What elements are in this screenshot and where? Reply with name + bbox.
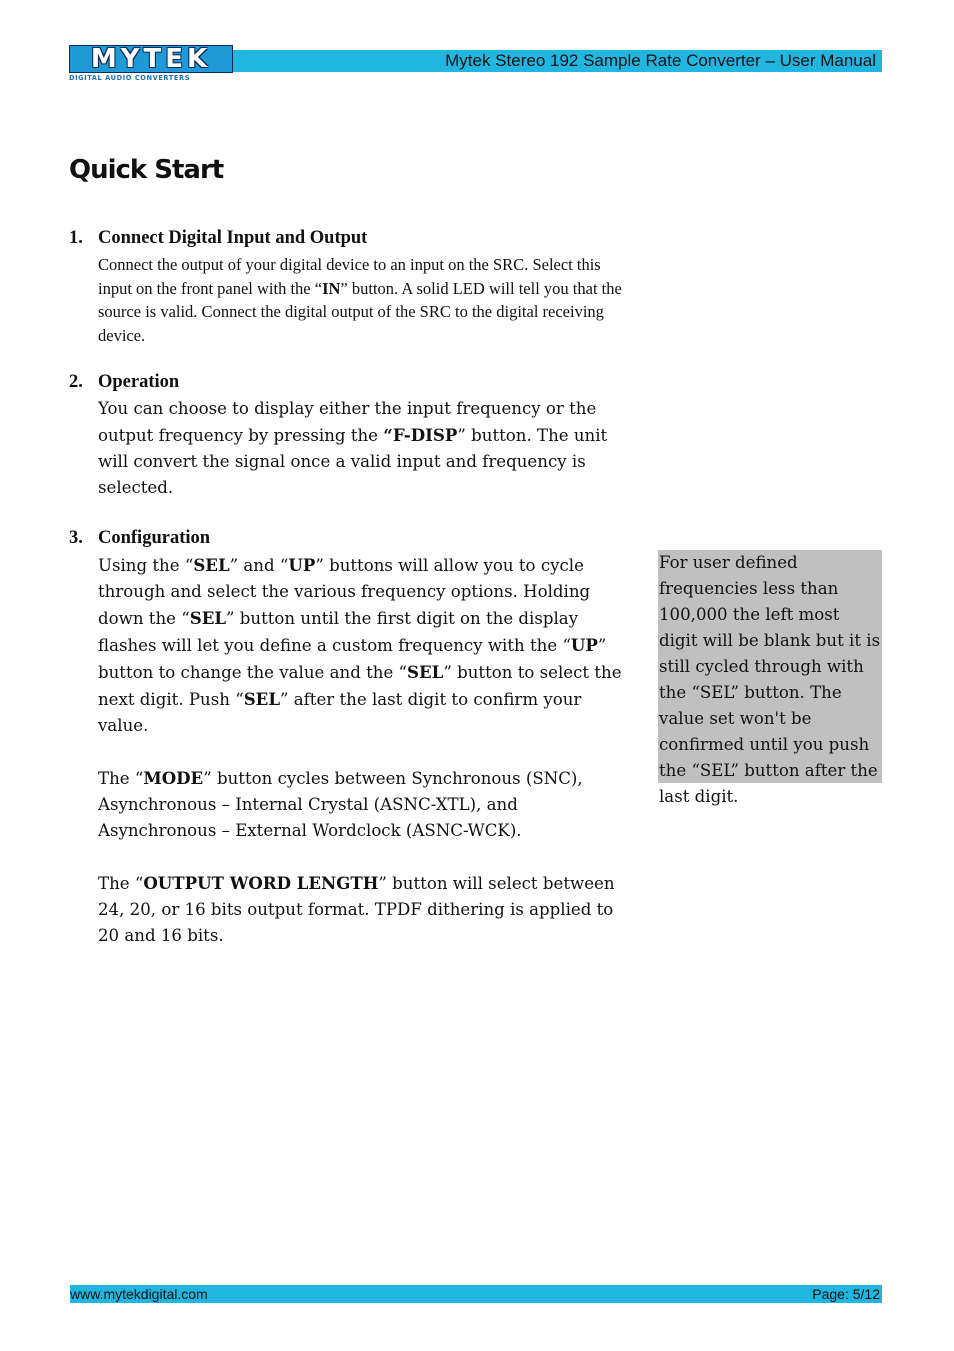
logo-subtitle: DIGITAL AUDIO CONVERTERS	[69, 74, 191, 82]
paragraph-sel-up: Using the “SEL” and “UP” buttons will allow you to cycle through and select the various frequency options. Holding down the “SEL” button until the first digit on the display flashes will let you define a custom frequency with the “UP” button to change the value and the “SEL” button to select the next digit. Push “SEL” after the last digit to confirm your value.	[98, 555, 622, 735]
section-number: 3.	[69, 528, 83, 548]
section-body	[98, 552, 629, 949]
page-title: Quick Start	[69, 155, 224, 185]
bold-term: IN	[322, 278, 341, 298]
footer-bar	[70, 1285, 882, 1303]
section-title: Operation	[98, 372, 180, 392]
paragraph-word-length: The “OUTPUT WORD LENGTH” button will select between 24, 20, or 16 bits output format. TPDF dithering is applied to 20 and 16 bits.	[98, 873, 615, 945]
bold-term: UP	[570, 635, 598, 655]
document-title: Mytek Stereo 192 Sample Rate Converter – User Manual	[445, 51, 876, 70]
mytek-logo	[69, 45, 233, 83]
page-number: Page: 5/12	[812, 1286, 880, 1302]
section-body: You can choose to display either the input frequency or the output frequency by pressing the “F-DISP” button. The unit will convert the signal once a valid input and frequency is selected.	[98, 399, 608, 497]
footer-url: www.mytekdigital.com	[70, 1286, 208, 1302]
section-title: Connect Digital Input and Output	[98, 228, 368, 248]
section-number: 2.	[69, 372, 83, 392]
paragraph-mode: The “MODE” button cycles between Synchronous (SNC), Asynchronous – Internal Crystal (ASNC-XTL), and Asynchronous – External Wordclock (ASNC-WCK).	[98, 768, 583, 840]
bold-term: SEL	[243, 689, 281, 709]
section-heading	[69, 372, 629, 396]
section-title: Configuration	[98, 528, 211, 548]
bold-term: “F-DISP	[383, 425, 458, 445]
section-operation	[69, 372, 629, 501]
bold-term: UP	[288, 555, 316, 575]
logo-wordmark: MYTEK	[69, 45, 233, 73]
bold-term: SEL	[407, 662, 444, 682]
section-configuration	[69, 528, 629, 949]
side-note: For user defined frequencies less than 100,000 the left most digit will be blank but it is still cycled through with the “SEL” button. The value set won't be confirmed until you push the “SEL” button after the last digit.	[658, 550, 882, 783]
section-heading	[69, 228, 629, 252]
bold-term: OUTPUT WORD LENGTH	[143, 873, 379, 893]
section-number: 1.	[69, 228, 83, 248]
section-body: Connect the output of your digital device to an input on the SRC. Select this input on the front panel with the “IN” button. A solid LED will tell you that the source is valid. Connect the digital output of the SRC to the digital receiving device.	[98, 255, 622, 345]
bold-term: SEL	[193, 555, 230, 575]
section-heading	[69, 528, 629, 552]
bold-term: MODE	[143, 768, 204, 788]
section-connect	[69, 228, 629, 347]
bold-term: SEL	[189, 608, 227, 628]
